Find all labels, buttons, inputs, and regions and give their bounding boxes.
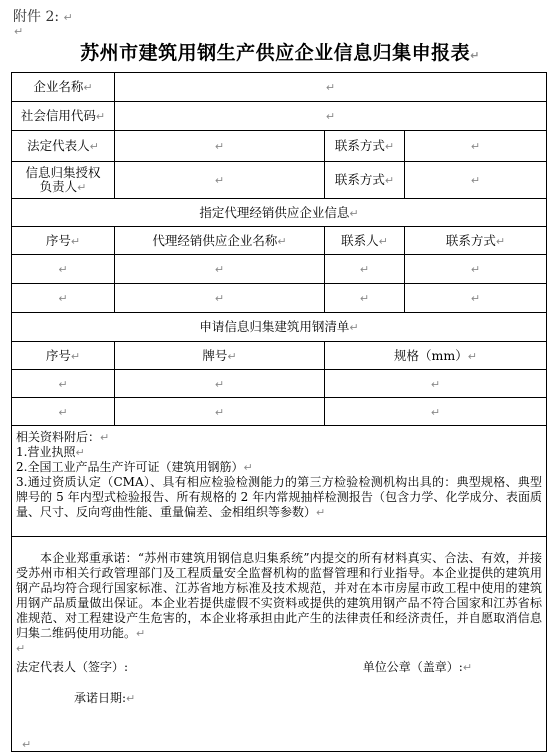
legal-rep-signature[interactable]: 法定代表人（签字）: (16, 660, 129, 674)
section-title-steel: 申请信息归集建筑用钢清单↵ (12, 313, 547, 342)
col-header-seq: 序号↵ (12, 342, 115, 370)
attachment-item-1: 1.营业执照↵ (16, 445, 85, 459)
commitment-text: 本企业郑重承诺：“苏州市建筑用钢信息归集系统”内提交的所有材料真实、合法、有效，并接受苏州市相关行政管理部门及工程质量安全监督机构的监督管理和行业指导。本企业提供的建筑用钢产品均符合现行国家标准、江苏省地方标准及技术规范，并对在本市房屋市政工程中使用的建筑用钢产品质量做出保证。本企业若提供虚假不实资料或提供的建筑用钢产品不符合国家和江苏省标准规范、对工程建设产生危害的，本企业将承担由此产生的法律责任和经济责任，并自愿取消信息归集二维码使用功能。↵ (16, 551, 543, 640)
field-company-name[interactable]: ↵ (115, 73, 547, 102)
row-legal-rep (12, 131, 547, 162)
field-credit-code[interactable]: ↵ (115, 102, 547, 131)
field-contact-2[interactable]: ↵ (405, 162, 547, 199)
cell-grade[interactable]: ↵ (115, 370, 325, 398)
paragraph-mark: ↵ (14, 25, 24, 38)
col-header-contact-method: 联系方式↵ (405, 227, 547, 255)
attachment-label: 附件 2: ↵ (13, 9, 73, 25)
cell-contact-person[interactable]: ↵ (325, 255, 405, 284)
cell-contact-person[interactable]: ↵ (325, 284, 405, 313)
table-row (12, 398, 547, 426)
label-legal-rep: 法定代表人↵ (12, 131, 115, 162)
row-authorized (12, 162, 547, 199)
row-steel-header (12, 342, 547, 370)
attachments-section (12, 426, 547, 537)
col-header-spec: 规格（mm）↵ (325, 342, 547, 370)
col-header-seq: 序号↵ (12, 227, 115, 255)
cell-seq[interactable]: ↵ (12, 255, 115, 284)
cell-agent-name[interactable]: ↵ (115, 284, 325, 313)
label-company-name: 企业名称↵ (12, 73, 115, 102)
row-steel-title (12, 313, 547, 342)
row-commitment (12, 537, 547, 752)
declaration-form (11, 72, 547, 752)
row-company-name (12, 73, 547, 102)
cell-contact-method[interactable]: ↵ (405, 255, 547, 284)
cell-spec[interactable]: ↵ (325, 398, 547, 426)
field-legal-rep[interactable]: ↵ (115, 131, 325, 162)
label-credit-code: 社会信用代码↵ (12, 102, 115, 131)
field-contact-1[interactable]: ↵ (405, 131, 547, 162)
cell-seq[interactable]: ↵ (12, 284, 115, 313)
col-header-grade: 牌号↵ (115, 342, 325, 370)
table-row (12, 284, 547, 313)
label-contact-2: 联系方式↵ (325, 162, 405, 199)
commitment-section (12, 537, 547, 752)
commitment-date[interactable]: 承诺日期:↵ (74, 691, 136, 705)
table-row (12, 255, 547, 284)
row-agents-header (12, 227, 547, 255)
signature-line (16, 660, 542, 675)
col-header-contact-person: 联系人↵ (325, 227, 405, 255)
attachment-item-2: 2.全国工业产品生产许可证（建筑用钢筋）↵ (16, 460, 253, 474)
row-agents-title (12, 199, 547, 227)
label-authorized: 信息归集授权负责人↵ (12, 162, 115, 199)
cell-spec[interactable]: ↵ (325, 370, 547, 398)
field-authorized[interactable]: ↵ (115, 162, 325, 199)
cell-agent-name[interactable]: ↵ (115, 255, 325, 284)
cell-grade[interactable]: ↵ (115, 398, 325, 426)
paragraph-mark: ↵ (16, 642, 26, 655)
label-contact-1: 联系方式↵ (325, 131, 405, 162)
form-title: 苏州市建筑用钢生产供应企业信息归集申报表↵ (80, 42, 480, 64)
section-title-agents: 指定代理经销供应企业信息↵ (12, 199, 547, 227)
company-seal[interactable]: 单位公章（盖章）:↵ (362, 660, 473, 674)
attachment-item-3: 3.通过资质认定（CMA）、具有相应检验检测能力的第三方检验检测机构出具的：典型规格、典型牌号的 5 年内型式检验报告、所有规格的 2 年内常规抽样检测报告（包含力学、化学成分、表面质量、尺寸、反向弯曲性能、重量偏差、金相组织等参数）↵ (16, 475, 543, 519)
cell-contact-method[interactable]: ↵ (405, 284, 547, 313)
cell-seq[interactable]: ↵ (12, 398, 115, 426)
row-attachments (12, 426, 547, 537)
attachments-heading: 相关资料附后：↵ (16, 430, 110, 444)
cell-seq[interactable]: ↵ (12, 370, 115, 398)
table-row (12, 370, 547, 398)
row-credit-code (12, 102, 547, 131)
col-header-agent-name: 代理经销供应企业名称↵ (115, 227, 325, 255)
paragraph-mark: ↵ (22, 738, 32, 751)
